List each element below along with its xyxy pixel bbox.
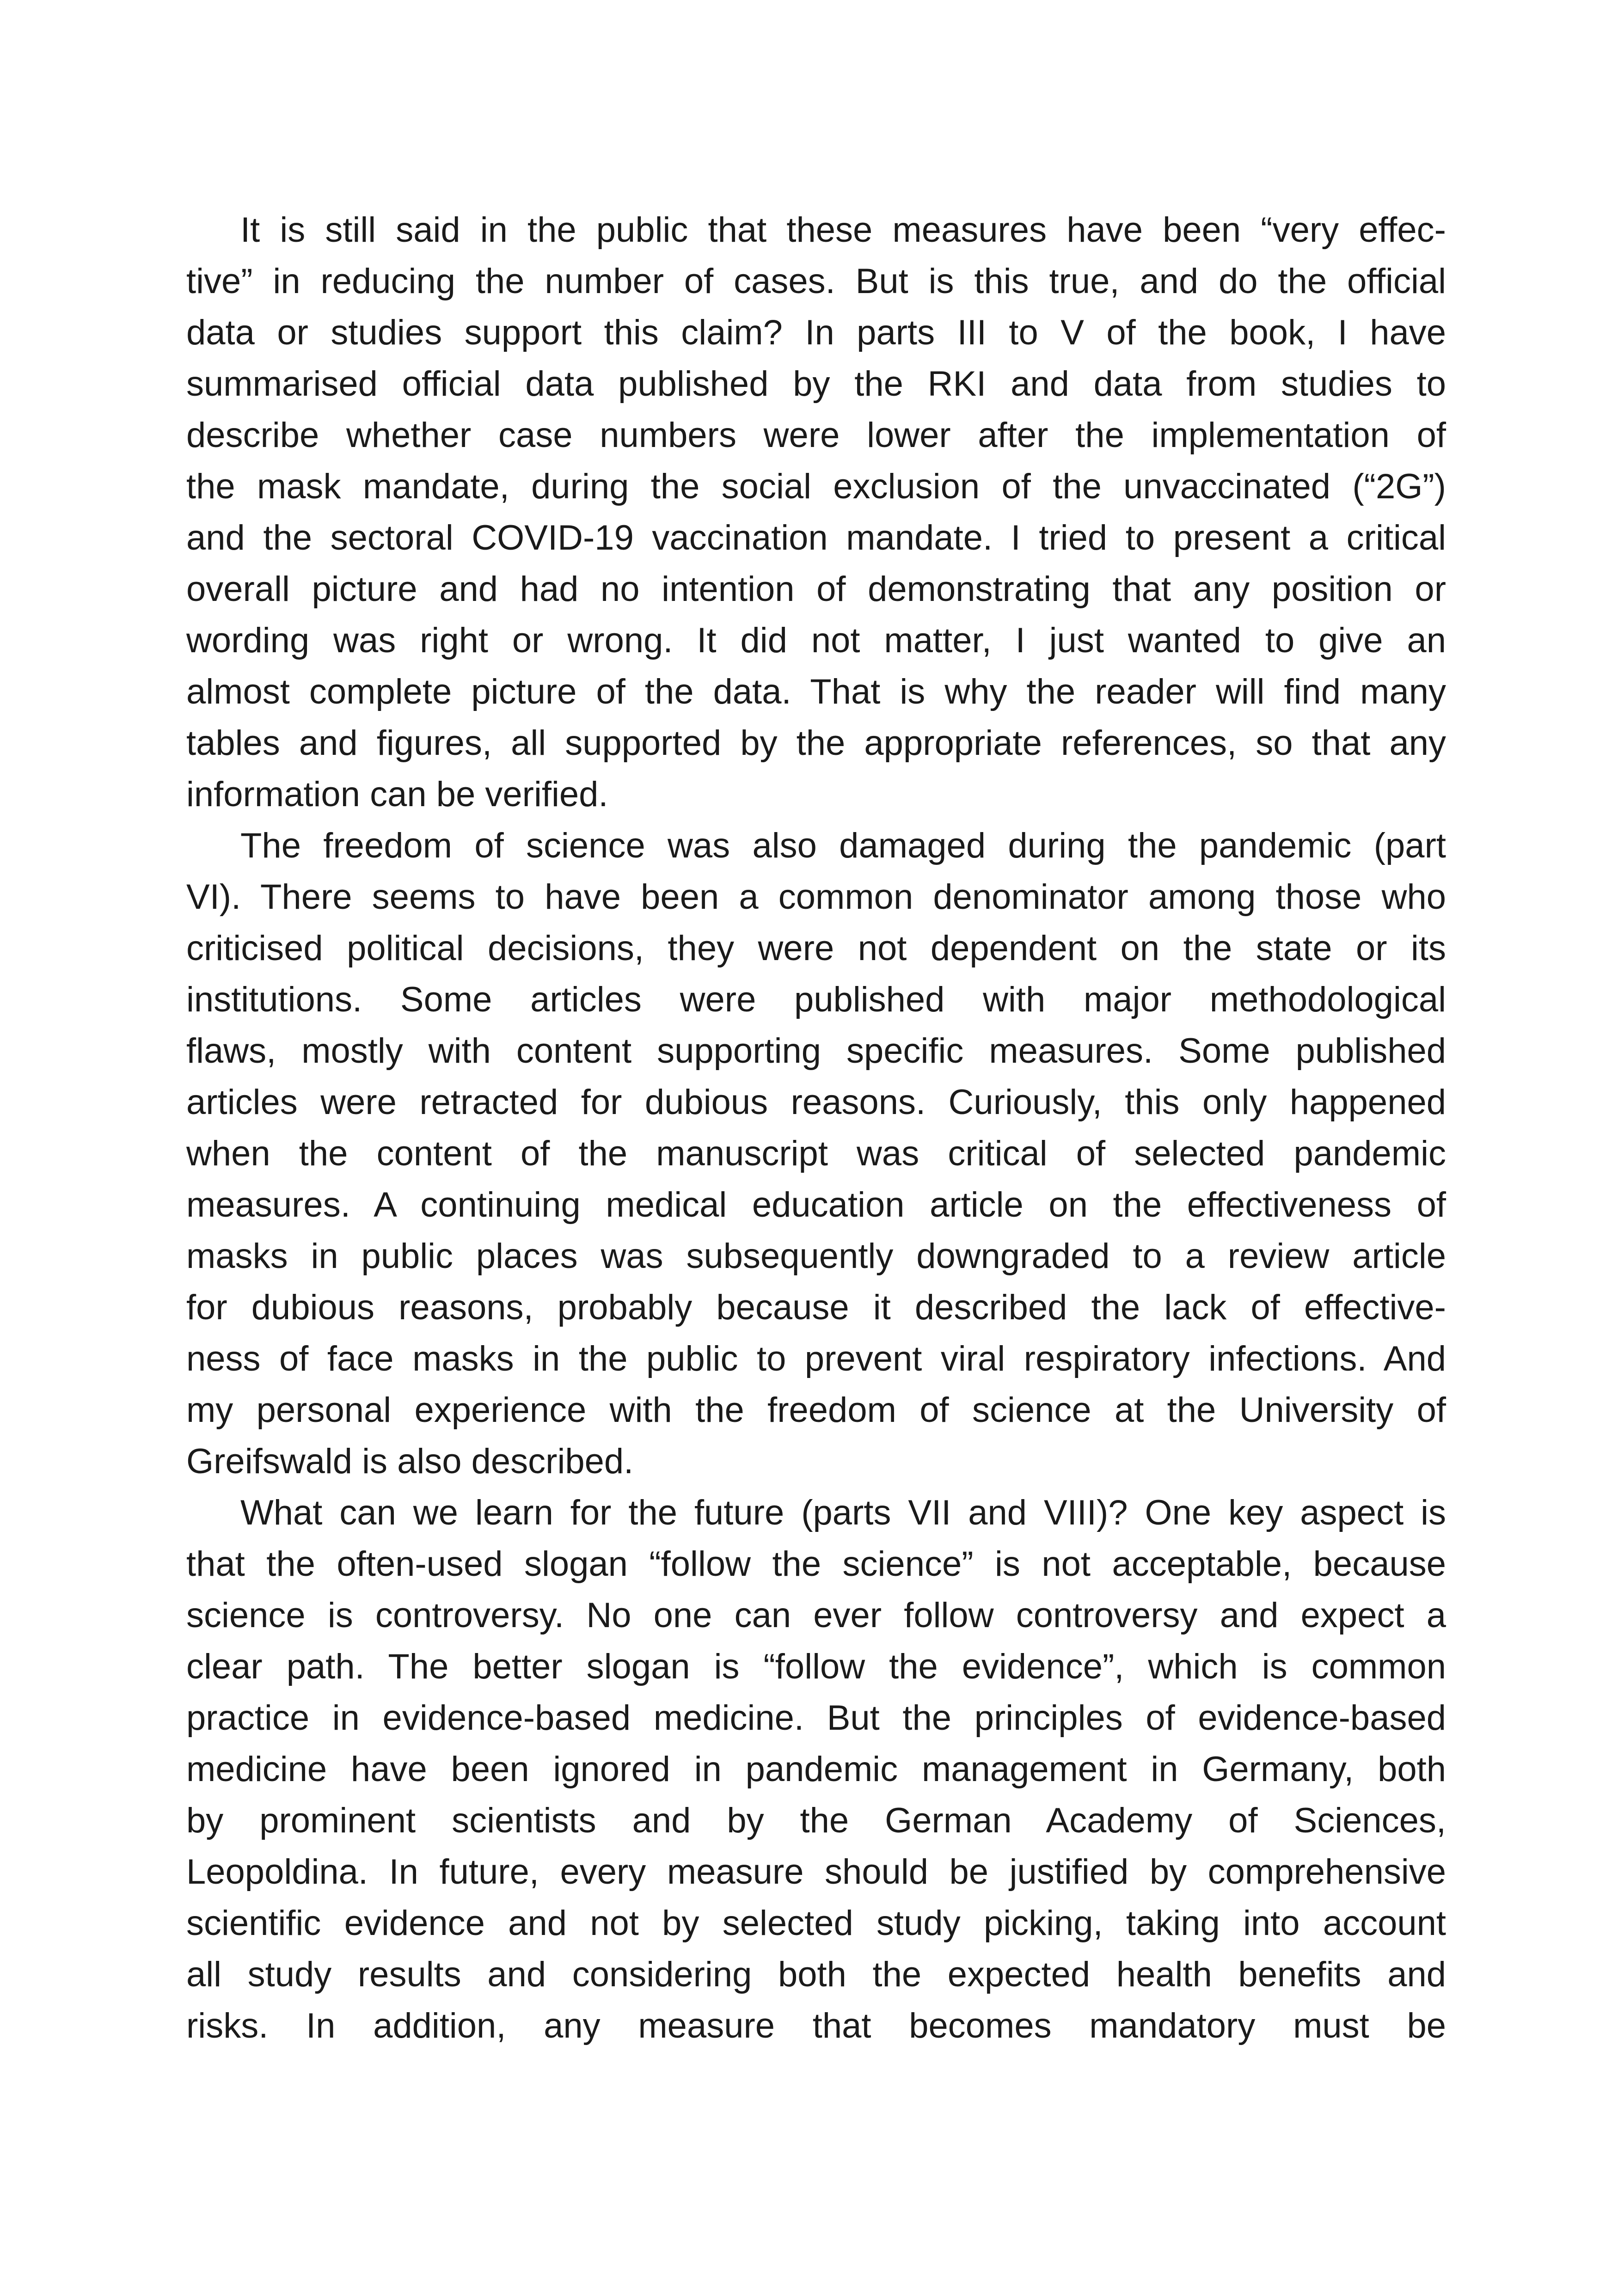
- text-line: overall picture and had no intention of demonstrating that any position or: [186, 569, 1446, 609]
- text-line: practice in evidence-based medicine. But the principles of evidence-based: [186, 1698, 1446, 1738]
- paragraph: [186, 204, 1446, 820]
- text-line: by prominent scientists and by the German Academy of Sciences,: [186, 1801, 1446, 1840]
- text-line: It is still said in the public that these measures have been “very effec-: [240, 210, 1446, 250]
- text-line: almost complete picture of the data. That is why the reader will find many: [186, 672, 1446, 711]
- text-line: tables and figures, all supported by the appropriate references, so that any: [186, 723, 1446, 763]
- text-line: science is controversy. No one can ever follow controversy and expect a: [186, 1596, 1446, 1635]
- text-line: measures. A continuing medical education article on the effectiveness of: [186, 1185, 1446, 1225]
- text-line: clear path. The better slogan is “follow the evidence”, which is common: [186, 1647, 1446, 1686]
- text-line: when the content of the manuscript was critical of selected pandemic: [186, 1134, 1446, 1173]
- text-line: for dubious reasons, probably because it described the lack of effective-: [186, 1288, 1446, 1327]
- text-line: that the often-used slogan “follow the science” is not acceptable, because: [186, 1544, 1446, 1584]
- text-line: my personal experience with the freedom of science at the University of: [186, 1390, 1446, 1430]
- text-line: risks. In addition, any measure that becomes mandatory must be: [186, 2006, 1446, 2045]
- text-line: scientific evidence and not by selected study picking, taking into account: [186, 1904, 1446, 1943]
- text-line: institutions. Some articles were published with major methodological: [186, 980, 1446, 1019]
- body-text: [186, 204, 1446, 2051]
- text-line: The freedom of science was also damaged during the pandemic (part: [240, 826, 1446, 865]
- text-line: the mask mandate, during the social exclusion of the unvaccinated (“2G”): [186, 467, 1446, 506]
- text-line: all study results and considering both the expected health benefits and: [186, 1955, 1446, 1994]
- text-line: ness of face masks in the public to prevent viral respiratory infections. And: [186, 1339, 1446, 1378]
- text-line: summarised official data published by the RKI and data from studies to: [186, 364, 1446, 404]
- text-line: masks in public places was subsequently downgraded to a review article: [186, 1237, 1446, 1276]
- text-line: Greifswald is also described.: [186, 1442, 634, 1481]
- text-line: describe whether case numbers were lower after the implementation of: [186, 416, 1446, 455]
- text-line: information can be verified.: [186, 775, 608, 814]
- text-line: wording was right or wrong. It did not matter, I just wanted to give an: [186, 621, 1446, 660]
- text-line: Leopoldina. In future, every measure should be justified by comprehensive: [186, 1852, 1446, 1892]
- text-line: What can we learn for the future (parts VII and VIII)? One key aspect is: [240, 1493, 1446, 1532]
- text-line: VI). There seems to have been a common denominator among those who: [186, 877, 1446, 917]
- text-line: flaws, mostly with content supporting specific measures. Some published: [186, 1031, 1446, 1071]
- text-line: medicine have been ignored in pandemic management in Germany, both: [186, 1750, 1446, 1789]
- text-line: tive” in reducing the number of cases. But is this true, and do the official: [186, 262, 1446, 301]
- text-line: and the sectoral COVID-19 vaccination mandate. I tried to present a critical: [186, 518, 1446, 557]
- paragraph: [186, 820, 1446, 1487]
- paragraph: [186, 1487, 1446, 2051]
- text-line: criticised political decisions, they were not dependent on the state or its: [186, 929, 1446, 968]
- text-line: articles were retracted for dubious reasons. Curiously, this only happened: [186, 1083, 1446, 1122]
- text-line: data or studies support this claim? In parts III to V of the book, I have: [186, 313, 1446, 352]
